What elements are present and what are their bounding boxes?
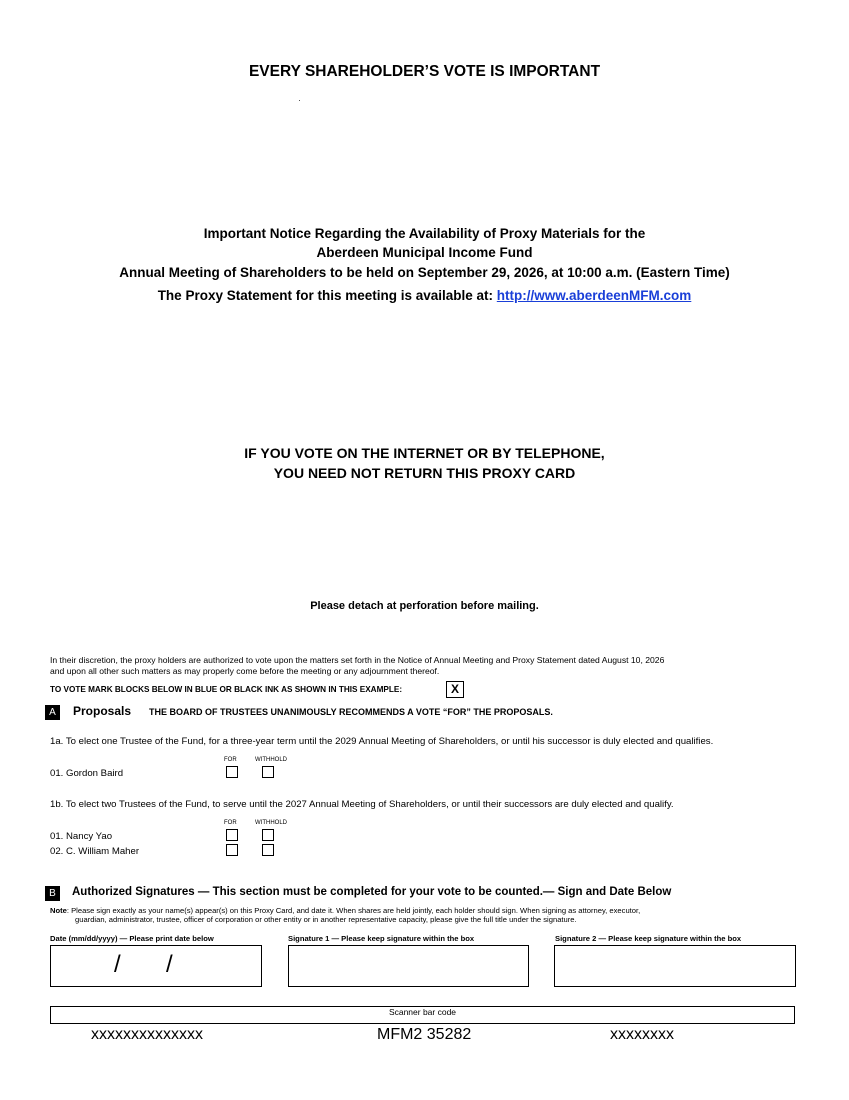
gordon-baird-withhold-checkbox[interactable]	[262, 766, 274, 778]
nominee-c-william-maher: 02. C. William Maher	[50, 846, 140, 857]
nominee-nancy-yao: 01. Nancy Yao	[50, 831, 113, 842]
signature-note-line-1	[50, 906, 640, 915]
code-center: MFM2 35282	[377, 1026, 472, 1043]
nancy-yao-for-checkbox[interactable]	[226, 829, 238, 841]
note-label: Note	[50, 906, 67, 915]
date-input-box[interactable]	[50, 945, 262, 987]
mark-instruction: TO VOTE MARK BLOCKS BELOW IN BLUE OR BLACK INK AS SHOWN IN THIS EXAMPLE:	[50, 685, 403, 694]
signatures-title: Authorized Signatures — This section must be completed for your vote to be counted.— Sign and Date Below	[72, 886, 672, 898]
date-slash-2: /	[166, 951, 173, 978]
gordon-baird-for-checkbox[interactable]	[226, 766, 238, 778]
proposal-1b-withhold-header: WITHHOLD	[255, 820, 287, 826]
nancy-yao-withhold-checkbox[interactable]	[262, 829, 274, 841]
notice-line-1: Important Notice Regarding the Availability of Proxy Materials for the	[203, 226, 646, 241]
date-slash-1: /	[114, 951, 121, 978]
proxy-statement-link[interactable]: http://www.aberdeenMFM.com	[496, 288, 692, 303]
section-b-badge: B	[45, 886, 60, 901]
board-recommendation: THE BOARD OF TRUSTEES UNANIMOUSLY RECOMMENDS A VOTE “FOR” THE PROPOSALS.	[149, 707, 553, 717]
signature-2-label: Signature 2 — Please keep signature within the box	[555, 934, 742, 943]
notice-proxy-prefix: The Proxy Statement for this meeting is available at:	[157, 288, 497, 303]
section-a-badge: A	[45, 705, 60, 720]
proposal-1a-withhold-header: WITHHOLD	[255, 757, 287, 763]
stray-dot	[299, 100, 300, 101]
note-text-1: : Please sign exactly as your name(s) appear(s) on this Proxy Card, and date it. When shares are held jointly, each holder should sign. When signing as attorney, executor,	[66, 906, 641, 915]
scanner-bar-code-label: Scanner bar code	[388, 1007, 457, 1017]
code-right: xxxxxxxx	[610, 1026, 674, 1043]
notice-fund-name: Aberdeen Municipal Income Fund	[316, 245, 533, 260]
c-william-maher-withhold-checkbox[interactable]	[262, 844, 274, 856]
signature-1-box[interactable]	[288, 945, 529, 987]
internet-vote-line-2: YOU NEED NOT RETURN THIS PROXY CARD	[273, 465, 576, 481]
internet-vote-line-1: IF YOU VOTE ON THE INTERNET OR BY TELEPHONE,	[244, 445, 605, 461]
discretion-line-1: In their discretion, the proxy holders are authorized to vote upon the matters set forth in the Notice of Annual Meeting and Proxy Statement dated August 10, 2026	[50, 655, 665, 665]
example-mark-box: X	[446, 681, 464, 698]
date-label: Date (mm/dd/yyyy) — Please print date below	[50, 934, 214, 943]
proposal-1a-text: 1a. To elect one Trustee of the Fund, for a three-year term until the 2029 Annual Meeting of Shareholders, or until his successor is duly elected and qualifies.	[50, 736, 714, 747]
proposal-1a-for-header: FOR	[224, 757, 237, 763]
headline: EVERY SHAREHOLDER’S VOTE IS IMPORTANT	[248, 63, 601, 80]
signature-2-box[interactable]	[554, 945, 796, 987]
notice-proxy-statement	[0, 286, 849, 305]
proposal-1b-text: 1b. To elect two Trustees of the Fund, to serve until the 2027 Annual Meeting of Shareholders, or until their successors are duly elected and qualify.	[50, 799, 674, 810]
discretion-line-2: and upon all other such matters as may properly come before the meeting or any adjournment thereof.	[50, 666, 440, 676]
nominee-gordon-baird: 01. Gordon Baird	[50, 768, 124, 779]
c-william-maher-for-checkbox[interactable]	[226, 844, 238, 856]
signature-1-label: Signature 1 — Please keep signature within the box	[288, 934, 475, 943]
signature-note-line-2: guardian, administrator, trustee, officer of corporation or other entity or in another representative capacity, please give the full title under the signature.	[75, 915, 577, 924]
proposal-1b-for-header: FOR	[224, 820, 237, 826]
notice-meeting-date: Annual Meeting of Shareholders to be held on September 29, 2026, at 10:00 a.m. (Eastern Time)	[119, 265, 730, 280]
detach-notice: Please detach at perforation before mailing.	[310, 600, 539, 612]
code-left: xxxxxxxxxxxxxx	[91, 1026, 203, 1043]
proposals-title: Proposals	[73, 704, 132, 718]
